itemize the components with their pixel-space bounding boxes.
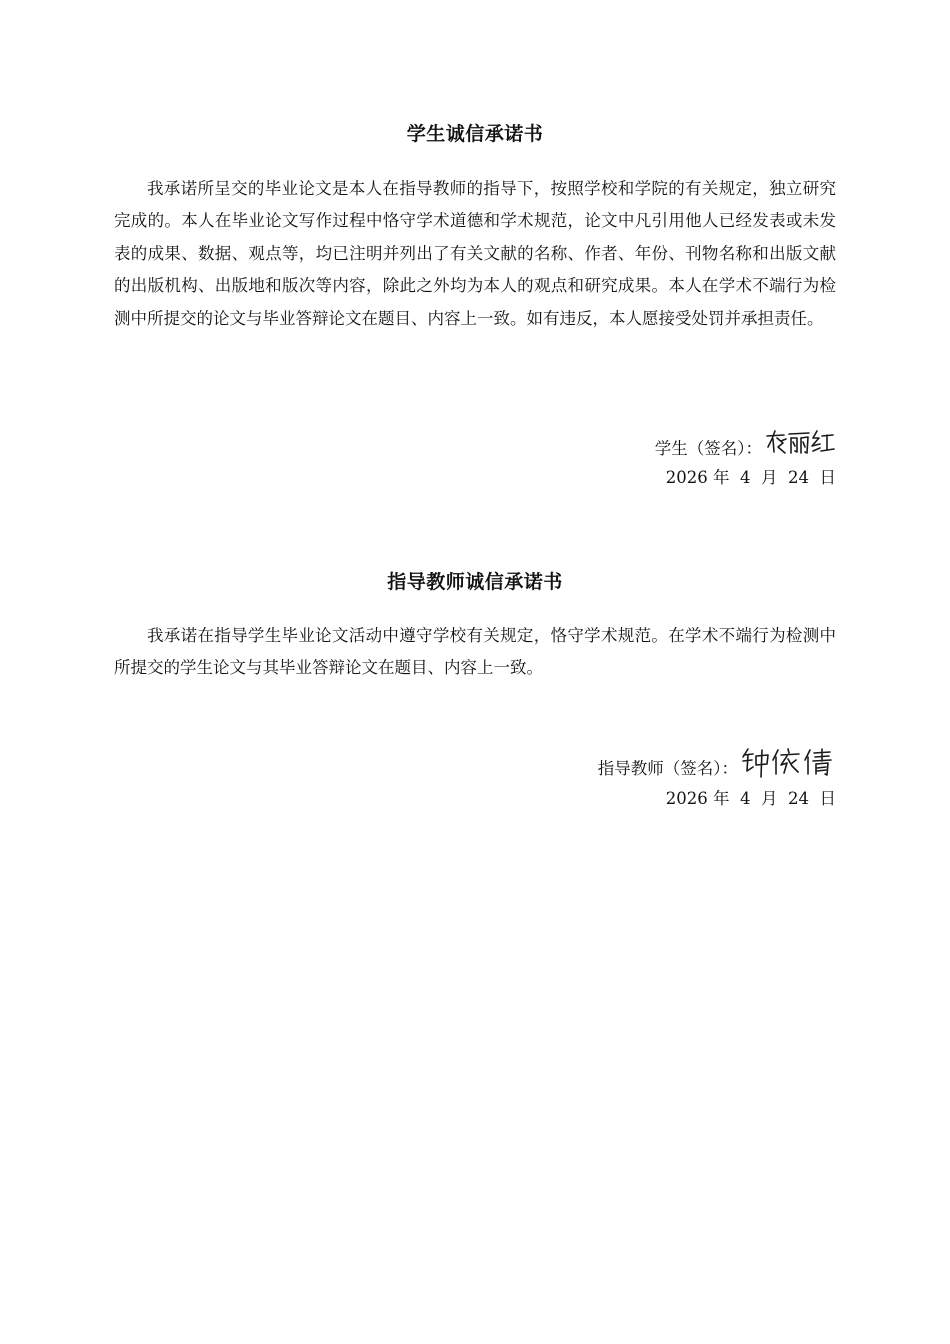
advisor-pledge-title: 指导教师诚信承诺书 bbox=[387, 571, 563, 593]
student-pledge-title: 学生诚信承诺书 bbox=[406, 123, 544, 145]
student-signature-line bbox=[655, 425, 836, 459]
student-signature-date: 2026 年 4 月 24 日 bbox=[665, 468, 836, 487]
student-pledge-body: 我承诺所呈交的毕业论文是本人在指导教师的指导下，按照学校和学院的有关规定，独立研究完成的。本人在毕业论文写作过程中恪守学术道德和学术规范，论文中凡引用他人已经发表或未发表的成果、数据、观点等，均已注明并列出了有关文献的名称、作者、年份、刊物名称和出版文献的出版机构、出版地和版次等内容，除此之外均为本人的观点和研究成果。本人在学术不端行为检测中所提交的论文与毕业答辩论文在题目、内容上一致。如有违反，本人愿接受处罚并承担责任。 bbox=[114, 179, 836, 328]
advisor-signature-line bbox=[598, 745, 836, 779]
advisor-signature-label: 指导教师（签名）： bbox=[597, 759, 738, 778]
advisor-handwritten-signature bbox=[740, 745, 836, 779]
student-handwritten-signature bbox=[764, 425, 836, 459]
student-signature-label: 学生（签名）： bbox=[654, 439, 762, 458]
advisor-signature-date: 2026 年 4 月 24 日 bbox=[665, 789, 836, 808]
advisor-pledge-body: 我承诺在指导学生毕业论文活动中遵守学校有关规定，恪守学术规范。在学术不端行为检测中所提交的学生论文与其毕业答辩论文在题目、内容上一致。 bbox=[114, 626, 836, 678]
